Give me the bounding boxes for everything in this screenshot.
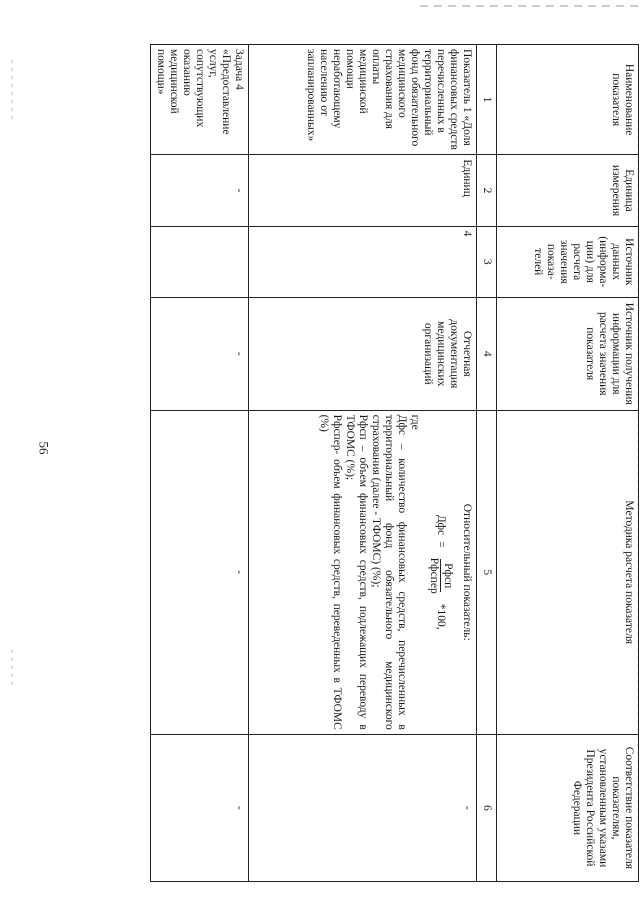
indicator-name: Показатель 1 «Доля финансовых средств перечисленных в территориальный фонд обязательного медицинского страхования для оплаты медицинской помощи неработающему населению от запланированных» bbox=[249, 45, 477, 155]
indicator-method bbox=[249, 410, 477, 734]
indicator-unit: Единиц bbox=[249, 155, 477, 226]
indicator-table-wrap bbox=[91, 44, 639, 882]
formula-denominator: Рфспер bbox=[428, 557, 440, 594]
indicator-compliance: - bbox=[249, 734, 477, 881]
header-source-info: Источник получения информации для расчета значения показателя bbox=[497, 297, 639, 410]
column-number: 3 bbox=[477, 226, 497, 297]
task-compliance: - bbox=[151, 734, 249, 881]
column-number: 1 bbox=[477, 45, 497, 155]
method-intro: Относительный показатель: bbox=[461, 503, 473, 641]
formula-multiplier: *100, bbox=[435, 603, 447, 630]
task-method: - bbox=[151, 410, 249, 734]
indicator-table bbox=[150, 44, 639, 882]
indicator-source-info: Отчетная документация медицинских организаций bbox=[249, 297, 477, 410]
formula bbox=[427, 415, 454, 730]
method-definition: Рфспер- объем финансовых средств, переведенных в ТФОМС (%) bbox=[318, 414, 343, 730]
table-header-row bbox=[497, 45, 639, 882]
table-row bbox=[249, 45, 477, 882]
page-number: 56 bbox=[36, 441, 52, 455]
column-number: 5 bbox=[477, 410, 497, 734]
method-definition: Дфс – количество финансовых средств, перечисленных в территориальный фонд обязательного медицинского страхования (далее - ТФОМС) (%); bbox=[370, 414, 408, 730]
formula-fraction bbox=[427, 554, 454, 598]
formula-eq: = bbox=[435, 541, 447, 548]
header-source-data: Источник данных (информа-ции) для расчета значения показа-телей bbox=[497, 226, 639, 297]
column-number: 2 bbox=[477, 155, 497, 226]
column-number-row bbox=[477, 45, 497, 882]
formula-lhs: Дфс bbox=[435, 514, 447, 536]
header-method: Методика расчета показателя bbox=[497, 410, 639, 734]
task-name: Задача 4 «Предоставление услуг, сопутствующих оказанию медицинской помощи» bbox=[151, 45, 249, 155]
indicator-source-data: 4 bbox=[249, 226, 477, 297]
method-definition: Рфсп – объем финансовых средств, подлежащих переводу в ТФОМС (%); bbox=[344, 414, 369, 730]
task-source-info: - bbox=[151, 297, 249, 410]
table-row bbox=[151, 45, 249, 882]
header-compliance: Соответствие показателя показателям, установленным указами Президента Российской Федерации bbox=[497, 734, 639, 881]
formula-numerator: Рфсп bbox=[440, 559, 454, 592]
method-where: где bbox=[409, 414, 421, 430]
task-source-data bbox=[151, 226, 249, 297]
column-number: 4 bbox=[477, 297, 497, 410]
header-name: Наименование показателя bbox=[497, 45, 639, 155]
header-unit: Единица измерения bbox=[497, 155, 639, 226]
table-rotator bbox=[91, 44, 639, 882]
column-number: 6 bbox=[477, 734, 497, 881]
task-unit: - bbox=[151, 155, 249, 226]
